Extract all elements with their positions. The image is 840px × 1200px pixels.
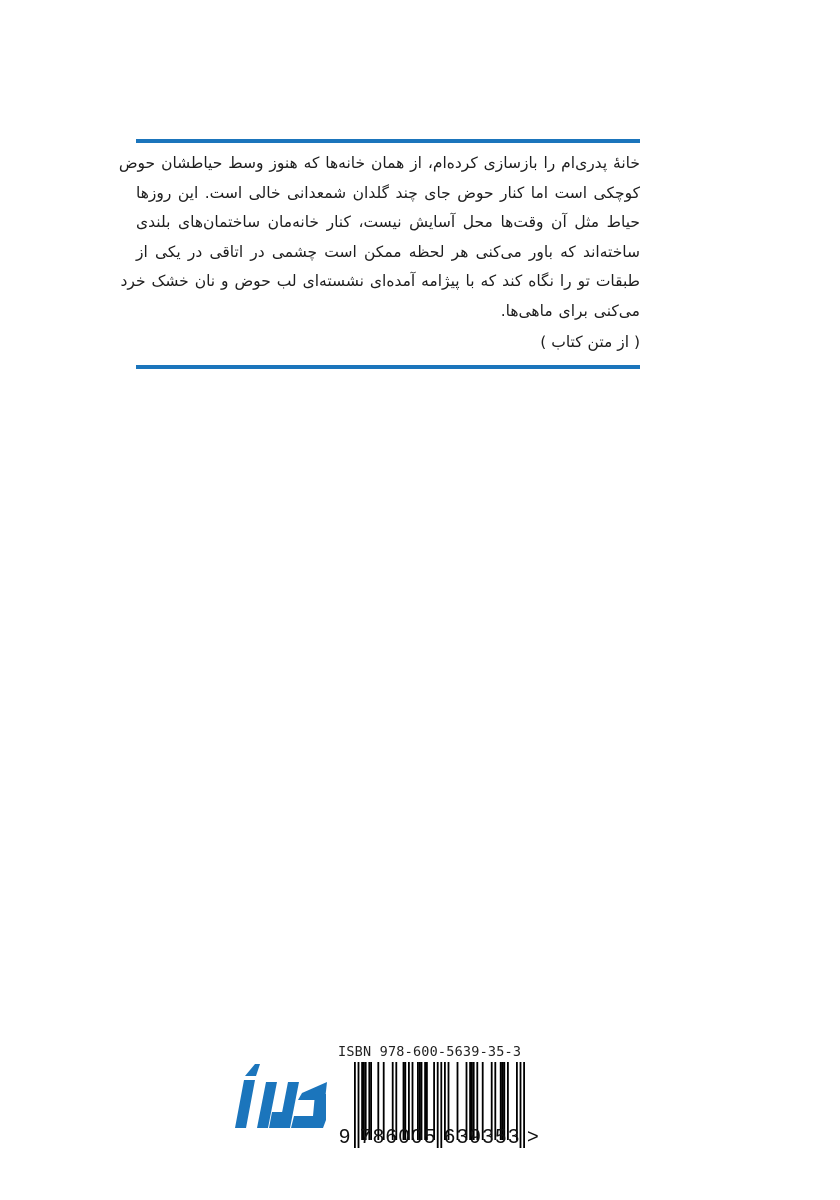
barcode-right-digits: 639353 (444, 1126, 521, 1148)
top-accent-rule (136, 139, 640, 143)
blurb-box (118, 136, 640, 372)
blurb-line: طبقات تو را نگاه کند که با پیژامه آمده‌ای نشسته‌ای لب حوض و نان خشک خرد (120, 272, 640, 290)
barcode-bar (354, 1062, 356, 1148)
barcode-left-digits: 786005 (360, 1126, 437, 1148)
blurb-line: حیاط مثل آن وقت‌ها محل آسایش نیست، کنار خانه‌مان ساختمان‌های بلندی (136, 213, 640, 231)
isbn-number: ISBN 978-600-5639-35-3 (338, 1044, 522, 1060)
barcode-bar (437, 1062, 439, 1148)
blurb-source: ( از متن کتاب ) (540, 333, 640, 351)
barcode-first-digit: 9 (339, 1126, 351, 1148)
barcode-quiet-zone-mark: > (527, 1126, 539, 1148)
isbn-barcode (330, 1044, 550, 1160)
barcode-bar (440, 1062, 442, 1148)
barcode-bar (523, 1062, 525, 1148)
publisher-logo-icon (232, 1060, 328, 1130)
blurb-line: می‌کنی برای ماهی‌ها. (500, 301, 640, 320)
blurb-text (118, 149, 640, 326)
blurb-line: ساخته‌اند که باور می‌کنی هر لحظه ممکن است چشمی در اتاقی در یکی از (136, 242, 640, 261)
bottom-accent-rule (136, 365, 640, 369)
blurb-line: خانهٔ پدری‌ام را بازسازی کرده‌ام، از همان خانه‌ها که هنوز وسط حیاطشان حوض (118, 154, 640, 172)
blurb-line: کوچکی است اما کنار حوض جای چند گلدان شمعدانی خالی است. این روزها (136, 183, 640, 202)
